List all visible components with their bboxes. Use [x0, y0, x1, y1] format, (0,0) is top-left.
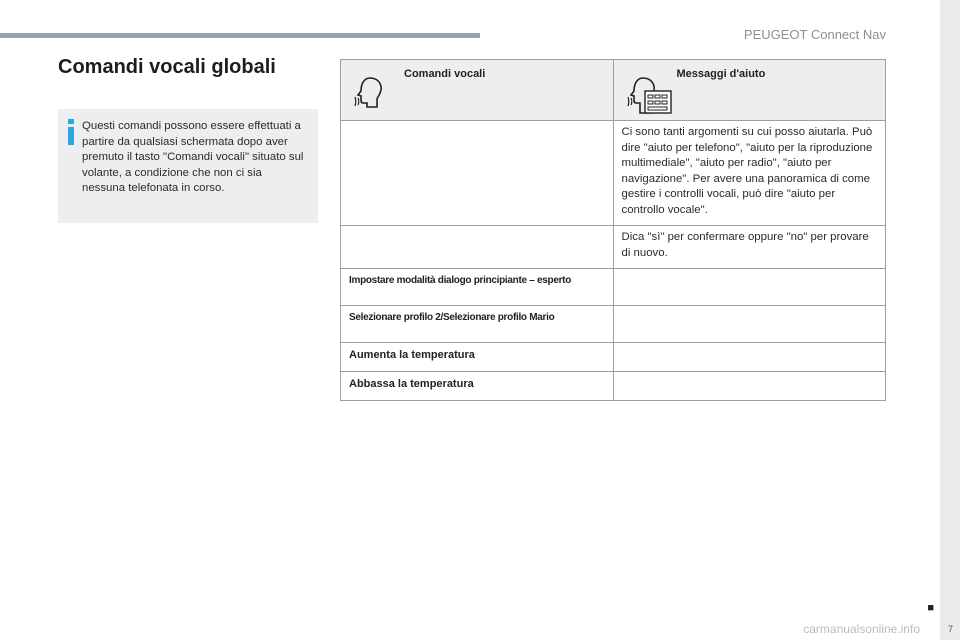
command-cell: Abbassa la temperatura	[341, 372, 614, 401]
page-end-mark: ■	[927, 602, 934, 614]
table-row	[341, 269, 886, 306]
table-row	[341, 226, 886, 269]
info-text: Questi comandi possono essere effettuati a partire da qualsiasi schermata dopo aver premuto il tasto "Comandi vocali" situato sul volante, a condizione che non ci sia nessuna telefonata in corso.	[82, 120, 304, 194]
page-number: 7	[947, 624, 953, 634]
command-cell	[341, 226, 614, 269]
command-cell: Aumenta la temperatura	[341, 343, 614, 372]
header-voice-commands	[341, 60, 614, 121]
help-cell	[613, 372, 886, 401]
table-row	[341, 372, 886, 401]
command-cell	[341, 121, 614, 226]
info-box	[58, 109, 318, 223]
help-cell	[613, 306, 886, 343]
command-cell: Selezionare profilo 2/Selezionare profilo Mario	[341, 306, 614, 343]
voice-command-icon	[354, 75, 388, 109]
info-icon	[67, 119, 76, 145]
table-row	[341, 343, 886, 372]
table-row	[341, 306, 886, 343]
header-label-help: Messaggi d'aiuto	[676, 68, 766, 80]
command-cell: Impostare modalità dialogo principiante – esperto	[341, 269, 614, 306]
help-cell	[613, 343, 886, 372]
voice-commands-table	[340, 59, 886, 401]
manual-title: PEUGEOT Connect Nav	[743, 27, 886, 42]
header-label-commands: Comandi vocali	[404, 68, 486, 80]
header-help-messages	[613, 60, 886, 121]
page-edge-strip	[940, 0, 960, 640]
voice-help-icon	[627, 75, 673, 115]
table-row	[341, 121, 886, 226]
help-cell: Dica "sì" per confermare oppure "no" per provare di nuovo.	[613, 226, 886, 269]
header-rule	[0, 33, 480, 38]
help-cell	[613, 269, 886, 306]
help-cell: Ci sono tanti argomenti su cui posso aiutarla. Può dire "aiuto per telefono", "aiuto per la riproduzione multimediale", "aiuto per radio", "aiuto per navigazione". Per avere una panoramica di come gestire i controlli vocali, può dire "aiuto per controllo vocale".	[613, 121, 886, 226]
watermark: carmanualsonline.info	[803, 622, 920, 636]
page-title: Comandi vocali globali	[58, 56, 276, 78]
